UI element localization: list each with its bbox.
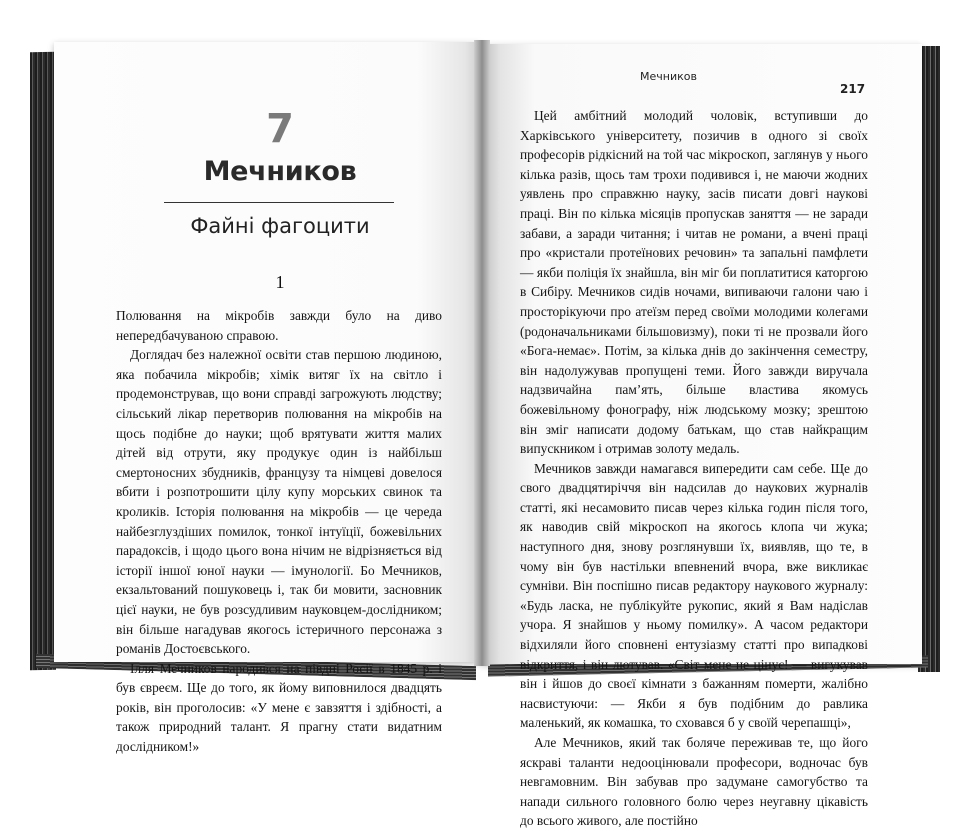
page-stack-left	[30, 52, 56, 671]
chapter-subtitle: Файні фагоцити	[190, 214, 370, 238]
left-page-body	[116, 306, 442, 757]
section-number: 1	[275, 272, 285, 292]
paragraph: Ілля Мечников народився на півдні Росії в 1845 р. і був євреєм. Ще до того, як йому виповнилося двадцять років, він проголосив: «У мене є завзяття і здібності, а також природний талант. Я прагну стати видатним дослідником!»	[116, 660, 442, 755]
chapter-title: Мечников	[203, 156, 357, 187]
right-page-body	[520, 106, 868, 831]
running-header: Мечников	[640, 70, 697, 83]
paragraph: Мечников завжди намагався випередити сам себе. Ще до свого двадцятиріччя він надсилав до наукових журналів статті, які несамовито писав через кілька годин після того, як наводив свій мікроскоп на якогось клопа чи жука; наступного дня, знову розглянувши їх, виявляв, що те, в чому він був настільки впевнений вчора, вже викликає сумніви. Він поспішно писав редактору наукового журналу: «Будь ласка, не публікуйте рукопис, який я Вам надіслав учора. Я знайшов у ньому помилку». А часом редактори відхиляли його сповнені ентузіазму статті про випадкові відкриття, і він лютував. «Світ мене не цінує! — вигукував він і йшов до своєї кімнати з бажанням померти, жалібно насвистуючи: — Якби я був подібним до равлика маленький, як комашка, то сховався б у своїй черепашці»,	[520, 460, 868, 731]
book-gutter	[474, 40, 490, 666]
chapter-divider	[164, 202, 394, 203]
paragraph: Але Мечников, який так боляче переживав те, що його яскраві таланти недооцінювали професори, водночас був невгамовним. Він забував про задумане самогубство та напади сильного головного болю через неугавну цікавість до всього живого, але постійно	[520, 735, 868, 829]
paragraph: Доглядач без належної освіти став першою людиною, яка побачила мікробів; хімік витяг їх на світло і продемонстрував, що вони справді загрожують людству; сільський лікар перетворив полювання на мікробів на щось подібне до науки; щоб врятувати життя малих дітей від отрути, яку продукує один із найбільш смертоносних збудників, французу та німцеві довелося вбити і розпотрошити цілу купу морських свинок та кроликів. Історія полювання на мікробів — це череда найбезглуздіших помилок, тонкої інтуїції, божевільних парадоксів, і щодо цього вона нічим не відрізняється від історії іншої юної науки — імунології. Бо Мечников, екзальтований пошуковець і, так би мовити, засновник цієї науки, не був розсудливим науковцем-дослідником; він більше нагадував якогось істеричного персонажа з романів Достоєвського.	[116, 347, 442, 657]
paragraph: Полювання на мікробів завжди було на диво непередбачуваною справою.	[116, 308, 442, 343]
paragraph: Цей амбітний молодий чоловік, вступивши до Харківського університету, позичив в одного зі своїх професорів рідкісний на той час мікроскоп, заглянув у нього кілька разів, щось там трохи подивився і, не маючи жодних уявлень про справжню науку, засів писати довгі наукові праці. Він по кілька місяців пропускав заняття — не заради забави, а заради читання; і читав не романи, а вчені праці про «кристали протеїнових речовин» та запальні памфлети — якби поліція їх знайшла, він міг би поплатитися каторгою в Сибіру. Мечников сидів ночами, випиваючи галони чаю і просторікуючи про атеїзм перед своїми молодими колегами (родоначальниками більшовизму), поки ті не прозвали його «Бога-немає». Потім, за кілька днів до закінчення семестру, він надолужував пропущені теми. Його завжди виручала надзвичайна пам’ять, більше властива якомусь божевільному фонографу, ніж людському мозку; зрештою він зміг написати додому батькам, що став найкращим випускником і отримав золоту медаль.	[520, 108, 868, 457]
page-number: 217	[840, 82, 866, 96]
chapter-number: 7	[266, 106, 294, 152]
